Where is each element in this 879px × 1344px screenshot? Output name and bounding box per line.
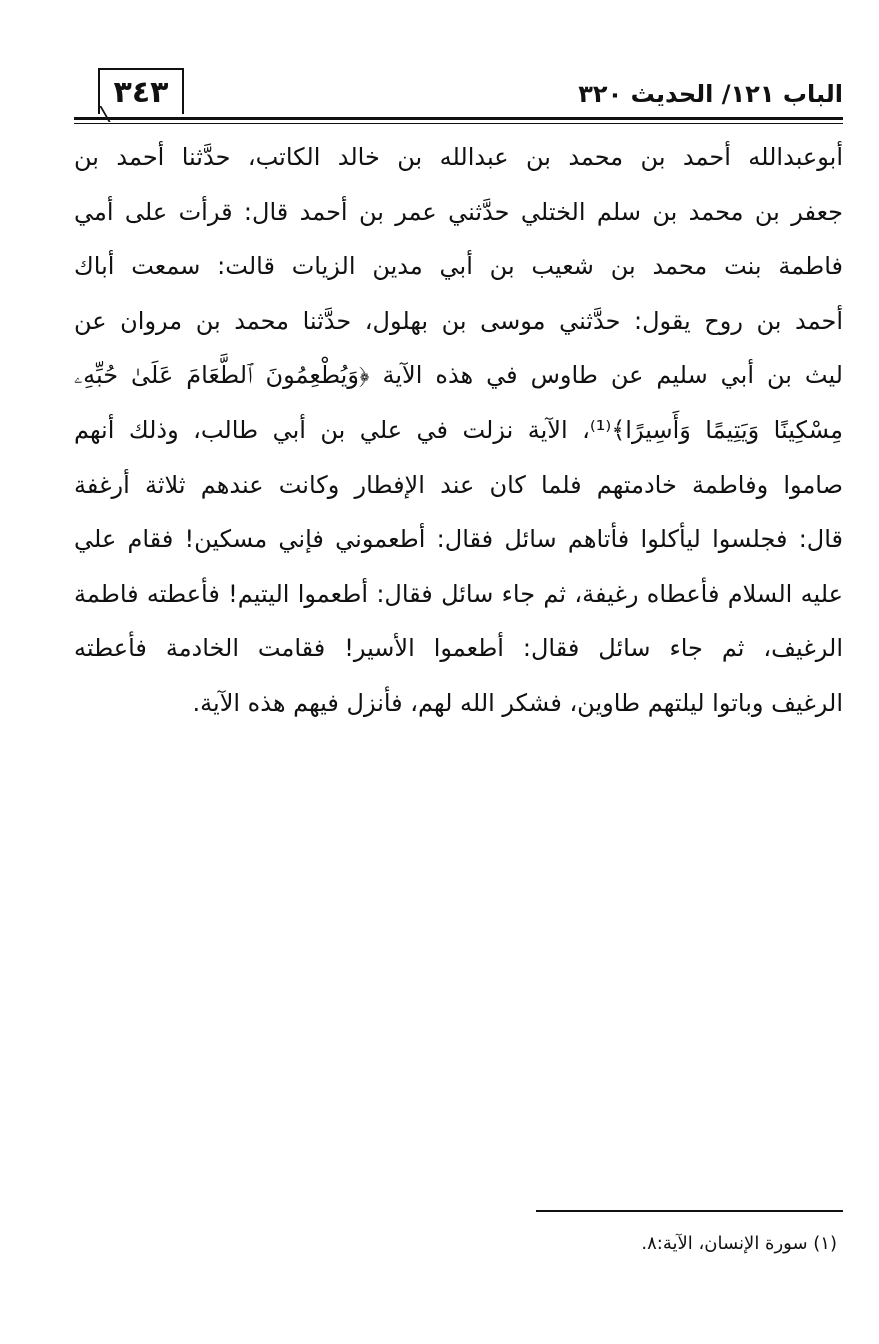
- running-title: الباب ١٢١/ الحديث ٣٢٠: [578, 80, 843, 108]
- footnote: (١) سورة الإنسان، الآية:٨.: [641, 1233, 837, 1254]
- body-line: الرغيف، ثم جاء سائل فقال: أطعموا الأسير! فقامت الخادمة فأعطته: [74, 634, 843, 663]
- body-line: أحمد بن روح يقول: حدَّثني موسى بن بهلول، حدَّثنا محمد بن مروان عن: [74, 306, 843, 335]
- body-line: قال: فجلسوا ليأكلوا فأتاهم سائل فقال: أطعموني فإني مسكين! فقام علي: [74, 525, 843, 554]
- body-line: ليث بن أبي سليم عن طاوس في هذه الآية ﴿وَيُطْعِمُونَ ٱلطَّعَامَ عَلَىٰ حُبِّهِۦ: [74, 361, 843, 390]
- header-rule-thin: [74, 123, 843, 124]
- page-number: ٣٤٣: [98, 68, 184, 114]
- body-line: الرغيف وباتوا ليلتهم طاوين، فشكر الله لهم، فأنزل فيهم هذه الآية.: [192, 688, 843, 717]
- body-line: أبوعبدالله أحمد بن محمد بن عبدالله بن خالد الكاتب، حدَّثنا أحمد بن: [74, 143, 843, 171]
- body-line: جعفر بن محمد بن سلم الختلي حدَّثني عمر بن أحمد قال: قرأت على أمي: [74, 197, 843, 226]
- body-line: فاطمة بنت محمد بن شعيب بن أبي مدين الزيات قالت: سمعت أباك: [74, 252, 843, 281]
- body-text: [74, 130, 843, 731]
- body-line: صاموا وفاطمة خادمتهم فلما كان عند الإفطار وكانت عندهم ثلاثة أرغفة: [74, 470, 843, 499]
- body-line: عليه السلام فأعطاه رغيفة، ثم جاء سائل فقال: أطعموا اليتيم! فأعطته فاطمة: [74, 579, 843, 608]
- footnote-rule: [536, 1210, 843, 1212]
- body-line: مِسْكِينًا وَيَتِيمًا وَأَسِيرًا﴾⁽¹⁾، الآية نزلت في علي بن أبي طالب، وذلك أنهم: [74, 415, 843, 444]
- header-rule: [74, 117, 843, 120]
